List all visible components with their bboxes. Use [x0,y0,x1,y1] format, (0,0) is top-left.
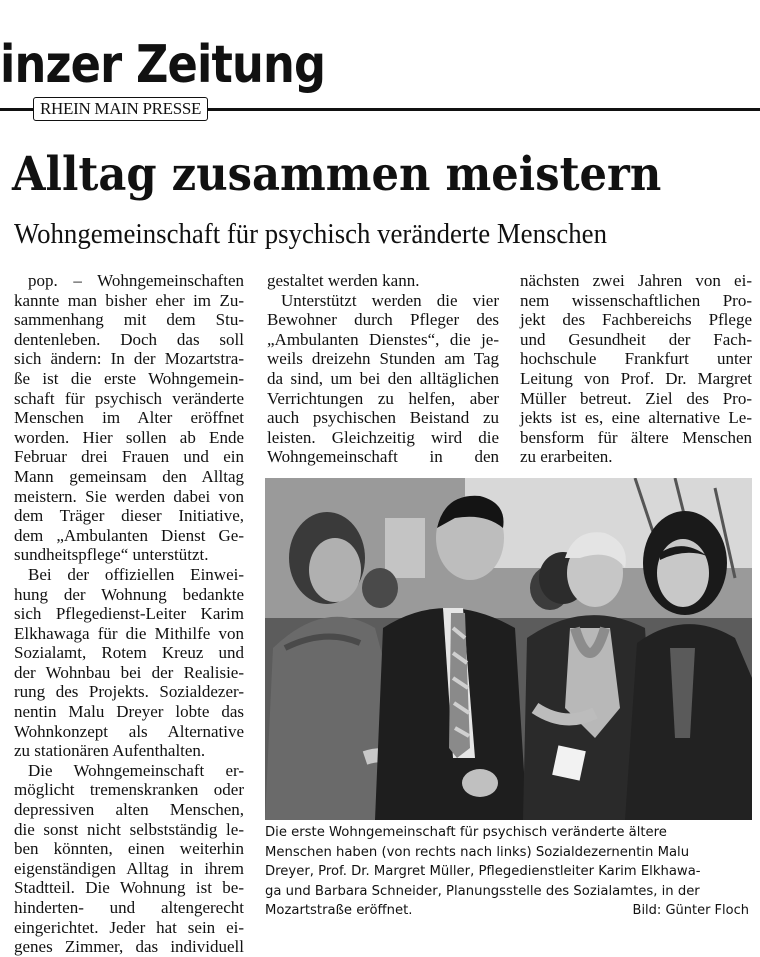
text-line: Bewohner durch Pfleger des [267,310,499,330]
text-line: Menschen im Alter eröffnet [14,408,244,428]
text-line: sammenhang mit dem Stu- [14,310,244,330]
text-line: rung des Projekts. Sozialdezer- [14,682,244,702]
text-line: sundheitspflege“ unterstützt. [14,545,209,565]
article-column-1 [14,271,244,957]
publisher-tag: RHEIN MAIN PRESSE [33,97,208,121]
text-line: worden. Hier sollen ab Ende [14,427,244,447]
text-line: eigenständigen Alltag in ihrem [14,858,244,878]
text-line: ben könnten, einen weiterhin [14,839,244,859]
text-line: zu erarbeiten. [520,447,613,467]
text-line: Februar drei Frauen und ein [14,447,244,467]
text-line: weils dreizehn Stunden am Tag [267,349,499,369]
text-line: eingerichtet. Jeder hat sein ei- [14,917,244,937]
text-line: jekt des Fachbereichs Pflege [520,310,752,330]
text-line: möglicht tremenskranken oder [14,780,244,800]
newspaper-masthead: inzer Zeitung [0,35,326,95]
article-headline: Alltag zusammen meistern [12,147,662,202]
text-line: pop. – Wohngemeinschaften [28,271,244,290]
text-line: hinderten- und altengerecht [14,898,244,917]
text-line: jekts ist es, eine alternative Le- [520,408,752,428]
photo-illustration [265,478,752,820]
text-line: hochschule Frankfurt unter [520,349,752,369]
text-line: kannte man bisher eher im Zu- [14,290,244,310]
photo-credit: Bild: Günter Floch [632,903,749,918]
text-line: bensform für ältere Menschen [520,427,752,447]
text-line: nentin Malu Dreyer lobte das [14,702,244,722]
caption-line: Die erste Wohngemeinschaft für psychisch veränderte ältere [265,825,667,840]
text-line: Stadtteil. Die Wohnung ist be- [14,878,244,898]
text-line: Die Wohngemeinschaft er- [28,760,244,780]
caption-line: ga und Barbara Schneider, Planungsstelle des Sozialamtes, in der [265,883,700,899]
text-line: genes Zimmer, das individuell [14,937,244,957]
text-line: Wohngemeinschaft in den [267,447,499,467]
text-line: hung der Wohnung bedankte [14,584,244,604]
article-photo [265,478,752,820]
caption-line: Dreyer, Prof. Dr. Margret Müller, Pflegedienstleiter Karim Elkhawa- [265,864,701,879]
article-subheadline: Wohngemeinschaft für psychisch veränderte Menschen [14,219,607,250]
text-line: dentenleben. Doch das soll [14,329,244,349]
text-line: sich ändern: In der Mozartstra- [14,349,244,369]
article-column-2 [267,271,499,467]
text-line: Verrichtungen zu helfen, aber [267,388,499,408]
text-line: und Gesundheit der Fach- [520,329,752,349]
text-line: Wohnkonzept als Alternative [14,721,244,741]
text-line: „Ambulanten Dienstes“, die je- [267,329,499,349]
text-line: Unterstützt werden die vier [281,290,499,310]
text-line: der Wohnbau bei der Realisie- [14,662,244,682]
text-line: dem „Ambulanten Dienst Ge- [14,525,244,545]
photo-caption [265,823,755,921]
text-line: dem Träger dieser Initiative, [14,506,244,526]
text-line: depressiven alten Menschen, [14,800,244,820]
text-line: gestaltet werden kann. [267,271,420,290]
text-line: schaft für psychisch veränderte [14,388,244,408]
text-line: Leitung von Prof. Dr. Margret [520,368,752,388]
text-line: Sozialamt, Rotem Kreuz und [14,643,244,663]
text-line: leisten. Gleichzeitig wird die [267,427,499,447]
text-line: Elkhawaga für die Mithilfe von [14,623,244,643]
caption-line: Menschen haben (von rechts nach links) Sozialdezernentin Malu [265,844,690,860]
text-line: nächsten zwei Jahren von ei- [520,271,752,290]
text-line: Bei der offiziellen Einwei- [28,564,244,584]
text-line: ße ist die erste Wohngemein- [14,368,244,388]
caption-line: Mozartstraße eröffnet. [265,903,413,918]
article-column-3 [520,271,752,467]
text-line: zu stationären Aufenthalten. [14,741,206,761]
text-line: die sonst nicht selbstständig le- [14,819,244,839]
text-line: nem wissenschaftlichen Pro- [520,290,752,310]
text-line: Mann gemeinsam den Alltag [14,466,244,486]
text-line: meistern. Sie werden dabei von [14,486,244,506]
text-line: da sind, um bei den alltäglichen [267,368,499,388]
text-line: sich Pflegedienst-Leiter Karim [14,604,244,624]
text-line: Müller betreut. Ziel des Pro- [520,388,752,408]
text-line: auch psychischen Beistand zu [267,408,499,428]
